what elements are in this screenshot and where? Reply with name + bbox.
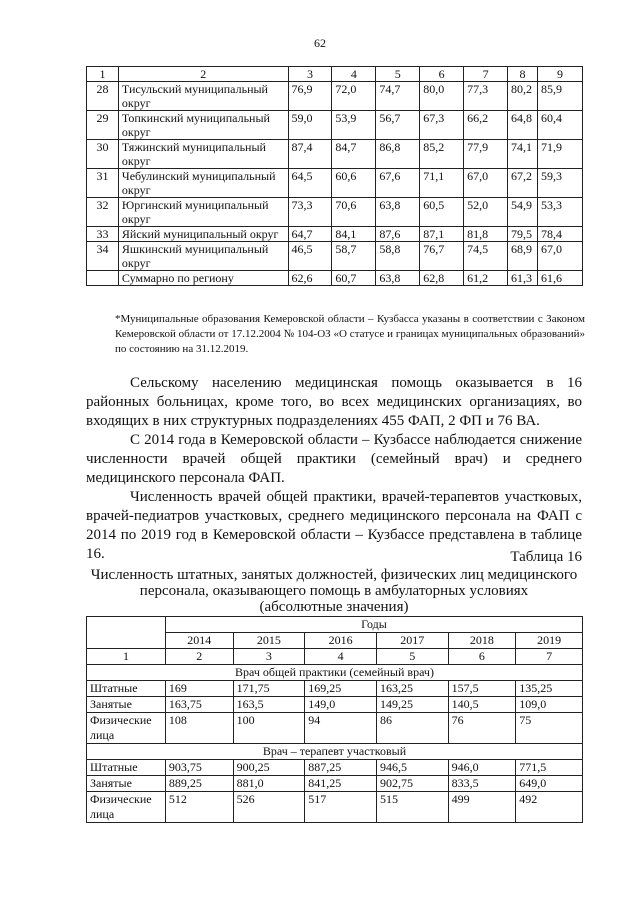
value-cell: 163,75: [165, 697, 233, 713]
row-number: 31: [87, 169, 119, 198]
district-name: Тяжинский муниципальный округ: [118, 140, 288, 169]
municipal-table: [86, 66, 583, 286]
value-cell: 71,1: [420, 169, 464, 198]
table-row: [87, 713, 583, 744]
header-cell: 9: [538, 67, 583, 82]
column-number: 5: [376, 649, 448, 665]
value-cell: 80,0: [420, 82, 464, 111]
row-label: Штатные: [87, 681, 166, 697]
value-cell: 77,3: [464, 82, 508, 111]
value-cell: 889,25: [165, 776, 233, 792]
row-number: 33: [87, 227, 119, 242]
value-cell: 100: [233, 713, 305, 744]
value-cell: 85,2: [420, 140, 464, 169]
body-text: [86, 374, 582, 564]
table-row: [87, 82, 583, 111]
section-row: [87, 665, 583, 681]
value-cell: 169,25: [305, 681, 377, 697]
district-name: Топкинский муниципальный округ: [118, 111, 288, 140]
value-cell: 66,2: [464, 111, 508, 140]
value-cell: 85,9: [538, 82, 583, 111]
row-number: 32: [87, 198, 119, 227]
value-cell: 53,9: [332, 111, 376, 140]
value-cell: 60,4: [538, 111, 583, 140]
value-cell: 73,3: [288, 198, 332, 227]
page-number: 62: [314, 36, 326, 50]
value-cell: 76,7: [420, 242, 464, 271]
value-cell: 492: [516, 792, 583, 823]
value-cell: 67,3: [420, 111, 464, 140]
table-row: [87, 776, 583, 792]
value-cell: 61,2: [464, 271, 508, 286]
table-row: [87, 681, 583, 697]
row-label: Занятые: [87, 776, 166, 792]
header-cell: 6: [420, 67, 464, 82]
value-cell: 87,6: [376, 227, 420, 242]
value-cell: 52,0: [464, 198, 508, 227]
value-cell: 512: [165, 792, 233, 823]
table-header-row: [87, 67, 583, 82]
value-cell: 68,9: [508, 242, 538, 271]
header-cell: 2: [118, 67, 288, 82]
value-cell: 87,4: [288, 140, 332, 169]
row-label: Штатные: [87, 760, 166, 776]
value-cell: 70,6: [332, 198, 376, 227]
value-cell: 62,8: [420, 271, 464, 286]
value-cell: 67,6: [376, 169, 420, 198]
paragraph: Сельскому населению медицинская помощь оказывается в 16 районных больницах, кроме того, во всех медицинских организациях, во входящих в них структурных подразделениях 455 ФАП, 2 ФП и 76 ВА.: [86, 375, 582, 429]
value-cell: 59,0: [288, 111, 332, 140]
district-name: Яйский муниципальный округ: [118, 227, 288, 242]
header-cell: 7: [464, 67, 508, 82]
value-cell: 63,8: [376, 198, 420, 227]
value-cell: 64,8: [508, 111, 538, 140]
title-line: Численность штатных, занятых должностей, физических лиц медицинского: [90, 567, 578, 583]
staff-table: [86, 616, 583, 823]
section-title: Врач – терапевт участковый: [87, 744, 583, 760]
value-cell: 171,75: [233, 681, 305, 697]
row-number: 29: [87, 111, 119, 140]
value-cell: 76: [448, 713, 516, 744]
district-name: Суммарно по региону: [118, 271, 288, 286]
column-number: 2: [165, 649, 233, 665]
header-cell: 4: [332, 67, 376, 82]
column-number: 7: [516, 649, 583, 665]
value-cell: 64,5: [288, 169, 332, 198]
paragraph: С 2014 года в Кемеровской области – Кузбассе наблюдается снижение численности врачей общей практики (семейный врач) и среднего медицинского персонала ФАП.: [86, 432, 582, 486]
district-name: Чебулинский муниципальный округ: [118, 169, 288, 198]
value-cell: 74,5: [464, 242, 508, 271]
header-cell: 5: [376, 67, 420, 82]
table-footnote: [115, 312, 585, 357]
value-cell: 58,8: [376, 242, 420, 271]
years-header: Годы: [165, 617, 582, 633]
row-label: Физические лица: [87, 792, 166, 823]
value-cell: 87,1: [420, 227, 464, 242]
title-line: персонала, оказывающего помощь в амбулаторных условиях: [139, 583, 529, 599]
value-cell: 517: [305, 792, 377, 823]
value-cell: 881,0: [233, 776, 305, 792]
value-cell: 58,7: [332, 242, 376, 271]
table-row: [87, 111, 583, 140]
district-name: Тисульский муниципальный округ: [118, 82, 288, 111]
value-cell: 79,5: [508, 227, 538, 242]
row-number: 34: [87, 242, 119, 271]
value-cell: 649,0: [516, 776, 583, 792]
header-cell: 8: [508, 67, 538, 82]
value-cell: 77,9: [464, 140, 508, 169]
value-cell: 169: [165, 681, 233, 697]
value-cell: 62,6: [288, 271, 332, 286]
table-label: Таблица 16: [510, 549, 582, 565]
value-cell: 94: [305, 713, 377, 744]
value-cell: 86: [376, 713, 448, 744]
value-cell: 84,1: [332, 227, 376, 242]
column-numbers-row: [87, 649, 583, 665]
value-cell: 109,0: [516, 697, 583, 713]
value-cell: 75: [516, 713, 583, 744]
district-name: Юргинский муниципальный округ: [118, 198, 288, 227]
table-row: [87, 198, 583, 227]
value-cell: 900,25: [233, 760, 305, 776]
value-cell: 74,7: [376, 82, 420, 111]
value-cell: 60,7: [332, 271, 376, 286]
year-cell: 2019: [516, 633, 583, 649]
years-header-row: [87, 617, 583, 633]
column-number: 4: [305, 649, 377, 665]
value-cell: 902,75: [376, 776, 448, 792]
table-row: [87, 227, 583, 242]
year-cell: 2017: [376, 633, 448, 649]
value-cell: 86,8: [376, 140, 420, 169]
value-cell: 108: [165, 713, 233, 744]
value-cell: 81,8: [464, 227, 508, 242]
table-row: [87, 697, 583, 713]
district-name: Яшкинский муниципальный округ: [118, 242, 288, 271]
year-cell: 2014: [165, 633, 233, 649]
value-cell: 841,25: [305, 776, 377, 792]
value-cell: 61,3: [508, 271, 538, 286]
value-cell: 833,5: [448, 776, 516, 792]
value-cell: 771,5: [516, 760, 583, 776]
value-cell: 135,25: [516, 681, 583, 697]
header-cell: 3: [288, 67, 332, 82]
value-cell: 64,7: [288, 227, 332, 242]
value-cell: 887,25: [305, 760, 377, 776]
value-cell: 67,2: [508, 169, 538, 198]
value-cell: 71,9: [538, 140, 583, 169]
value-cell: 515: [376, 792, 448, 823]
table-row: [87, 792, 583, 823]
row-number: 30: [87, 140, 119, 169]
table-row: [87, 140, 583, 169]
value-cell: 149,25: [376, 697, 448, 713]
value-cell: 74,1: [508, 140, 538, 169]
year-cell: 2018: [448, 633, 516, 649]
empty-header-cell: [87, 617, 166, 649]
value-cell: 54,9: [508, 198, 538, 227]
row-label: Физические лица: [87, 713, 166, 744]
value-cell: 526: [233, 792, 305, 823]
table-title: [86, 567, 582, 615]
value-cell: 63,8: [376, 271, 420, 286]
year-cell: 2015: [233, 633, 305, 649]
value-cell: 499: [448, 792, 516, 823]
value-cell: 903,75: [165, 760, 233, 776]
value-cell: 78,4: [538, 227, 583, 242]
value-cell: 84,7: [332, 140, 376, 169]
value-cell: 149,0: [305, 697, 377, 713]
value-cell: 946,5: [376, 760, 448, 776]
table-total-row: [87, 271, 583, 286]
column-number: 3: [233, 649, 305, 665]
column-number: 1: [87, 649, 166, 665]
row-label: Занятые: [87, 697, 166, 713]
title-line: (абсолютные значения): [259, 599, 409, 615]
column-number: 6: [448, 649, 516, 665]
table-row: [87, 242, 583, 271]
value-cell: 157,5: [448, 681, 516, 697]
value-cell: 163,25: [376, 681, 448, 697]
section-row: [87, 744, 583, 760]
row-number: [87, 271, 119, 286]
row-number: 28: [87, 82, 119, 111]
year-cell: 2016: [305, 633, 377, 649]
value-cell: 67,0: [464, 169, 508, 198]
value-cell: 60,6: [332, 169, 376, 198]
value-cell: 67,0: [538, 242, 583, 271]
value-cell: 163,5: [233, 697, 305, 713]
table-row: [87, 760, 583, 776]
value-cell: 46,5: [288, 242, 332, 271]
footnote-text: *Муниципальные образования Кемеровской области – Кузбасса указаны в соответствии с Законом Кемеровской области от 17.12.2004 № 104-ОЗ «О статусе и границах муниципальных образований» по состоянию на 31.12.2019.: [115, 313, 585, 355]
header-cell: 1: [87, 67, 119, 82]
value-cell: 76,9: [288, 82, 332, 111]
value-cell: 59,3: [538, 169, 583, 198]
value-cell: 61,6: [538, 271, 583, 286]
value-cell: 60,5: [420, 198, 464, 227]
section-title: Врач общей практики (семейный врач): [87, 665, 583, 681]
value-cell: 946,0: [448, 760, 516, 776]
value-cell: 80,2: [508, 82, 538, 111]
value-cell: 72,0: [332, 82, 376, 111]
table-row: [87, 169, 583, 198]
value-cell: 56,7: [376, 111, 420, 140]
value-cell: 140,5: [448, 697, 516, 713]
paragraph: Численность врачей общей практики, врачей-терапевтов участковых, врачей-педиатров участковых, среднего медицинского персонала на ФАП с 2014 по 2019 год в Кемеровской области – Кузбассе представлена в таблице 16.: [86, 489, 582, 562]
value-cell: 53,3: [538, 198, 583, 227]
